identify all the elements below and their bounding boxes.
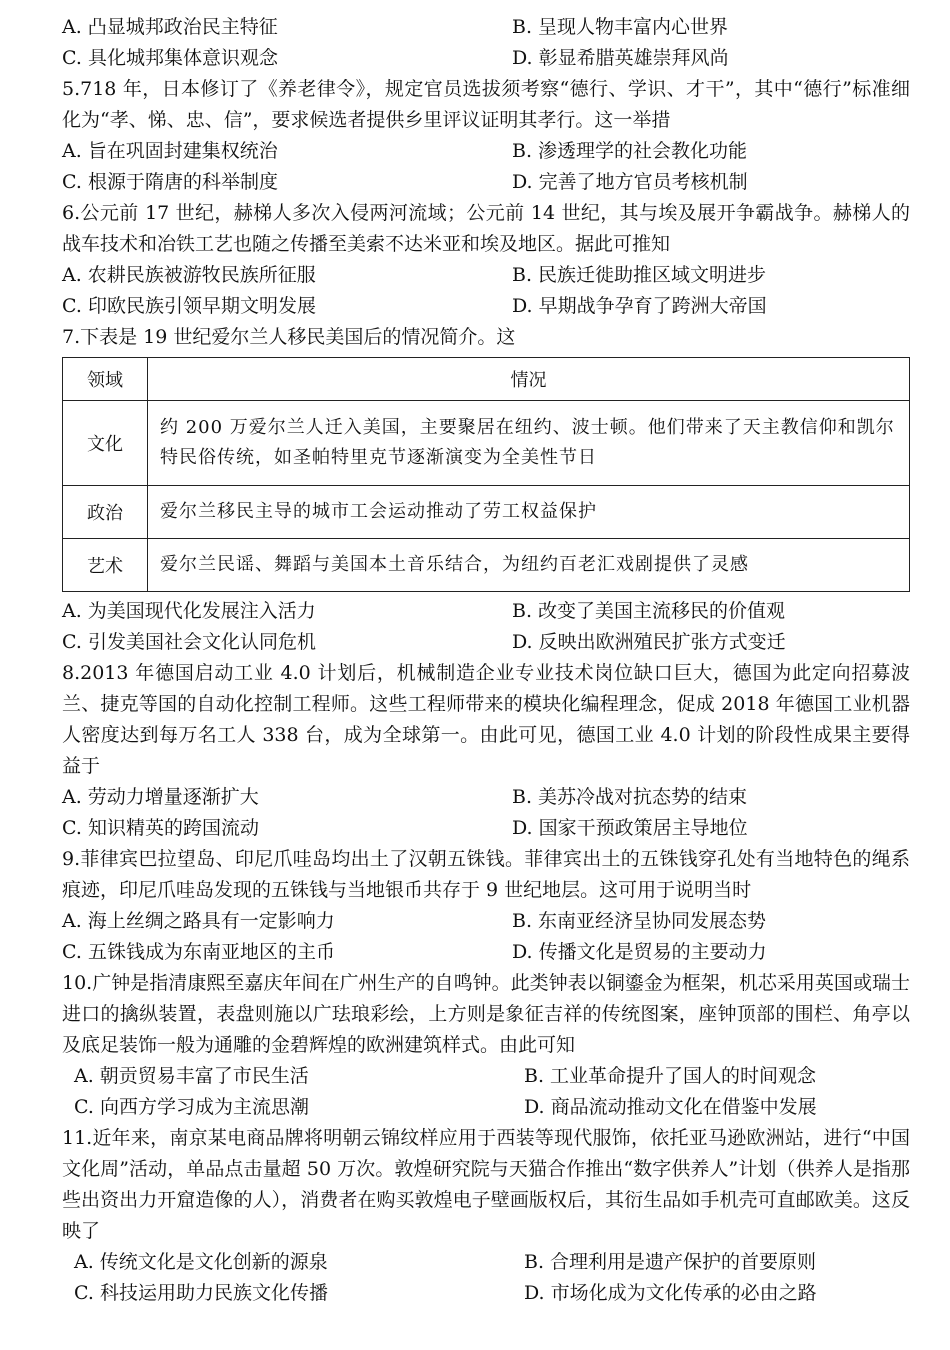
question-stem: 5.718 年，日本修订了《养老律令》，规定官员选拔须考察“德行、学识、才干”，其中“德行”标准细化为“孝、悌、忠、信”，要求候选者提供乡里评议证明其孝行。这一举措: [62, 78, 910, 131]
option-c[interactable]: C. 根源于隋唐的科举制度: [62, 171, 278, 193]
option-b[interactable]: B. 改变了美国主流移民的价值观: [512, 600, 786, 622]
option-a[interactable]: A. 凸显城邦政治民主特征: [62, 16, 278, 38]
option-c[interactable]: C. 五铢钱成为东南亚地区的主币: [62, 941, 335, 963]
question-4-options: [62, 12, 910, 74]
question-10: [62, 968, 910, 1123]
option-c[interactable]: C. 印欧民族引领早期文明发展: [62, 295, 316, 317]
option-d[interactable]: D. 早期战争孕育了跨洲大帝国: [512, 295, 767, 317]
option-a[interactable]: A. 农耕民族被游牧民族所征服: [62, 264, 316, 286]
table-row: [63, 401, 910, 486]
question-stem: 8.2013 年德国启动工业 4.0 计划后，机械制造企业专业技术岗位缺口巨大，德国为此定向招募波兰、捷克等国的自动化控制工程师。这些工程师带来的模块化编程理念，促成 2018 年德国工业机器人密度达到每万名工人 338 台，成为全球第一。由此可见，德国工业 4.0 计划的阶段性成果主要得益于: [62, 662, 910, 777]
option-d[interactable]: D. 国家干预政策居主导地位: [512, 817, 748, 839]
table-row: [63, 539, 910, 592]
option-b[interactable]: B. 美苏冷战对抗态势的结束: [512, 786, 748, 808]
option-c[interactable]: C. 具化城邦集体意识观念: [62, 47, 278, 69]
table-cell-desc: 爱尔兰移民主导的城市工会运动推动了劳工权益保护: [148, 486, 910, 539]
question-stem: 6.公元前 17 世纪，赫梯人多次入侵两河流域；公元前 14 世纪，其与埃及展开争霸战争。赫梯人的战车技术和冶铁工艺也随之传播至美索不达米亚和埃及地区。据此可推知: [62, 202, 910, 255]
option-c[interactable]: C. 向西方学习成为主流思潮: [74, 1096, 309, 1118]
question-6: [62, 198, 910, 322]
table-cell-field: 艺术: [63, 539, 148, 592]
option-a[interactable]: A. 为美国现代化发展注入活力: [62, 600, 316, 622]
option-c[interactable]: C. 科技运用助力民族文化传播: [74, 1282, 328, 1304]
question-5: [62, 74, 910, 198]
option-d[interactable]: D. 彰显希腊英雄崇拜风尚: [512, 47, 729, 69]
table-header-field: 领域: [63, 358, 148, 401]
table-header-row: [63, 358, 910, 401]
option-c[interactable]: C. 引发美国社会文化认同危机: [62, 631, 316, 653]
option-b[interactable]: B. 东南亚经济呈协同发展态势: [512, 910, 767, 932]
option-a[interactable]: A. 劳动力增量逐渐扩大: [62, 786, 259, 808]
question-8: [62, 658, 910, 844]
table-cell-desc: 爱尔兰民谣、舞蹈与美国本土音乐结合，为纽约百老汇戏剧提供了灵感: [148, 539, 910, 592]
option-a[interactable]: A. 朝贡贸易丰富了市民生活: [74, 1065, 309, 1087]
option-b[interactable]: B. 合理利用是遗产保护的首要原则: [524, 1251, 817, 1273]
question-stem: 10.广钟是指清康熙至嘉庆年间在广州生产的自鸣钟。此类钟表以铜鎏金为框架，机芯采用英国或瑞士进口的擒纵装置，表盘则施以广珐琅彩绘，上方则是象征吉祥的传统图案，座钟顶部的围栏、角亭以及底足装饰一般为通雕的金碧辉煌的欧洲建筑样式。由此可知: [62, 972, 910, 1056]
table-row: [63, 486, 910, 539]
option-d[interactable]: D. 商品流动推动文化在借鉴中发展: [524, 1096, 817, 1118]
table-header-desc: 情况: [148, 358, 910, 401]
table-cell-field: 文化: [63, 401, 148, 486]
question-9: [62, 844, 910, 968]
option-b[interactable]: B. 渗透理学的社会教化功能: [512, 140, 748, 162]
question-stem: 11.近年来，南京某电商品牌将明朝云锦纹样应用于西装等现代服饰，依托亚马逊欧洲站，进行“中国文化周”活动，单品点击量超 50 万次。敦煌研究院与天猫合作推出“数字供养人”计划（供养人是指那些出资出力开窟造像的人），消费者在购买敦煌电子壁画版权后，其衍生品如手机壳可直邮欧美。这反映了: [62, 1127, 910, 1242]
option-a[interactable]: A. 旨在巩固封建集权统治: [62, 140, 278, 162]
question-stem: 7.下表是 19 世纪爱尔兰人移民美国后的情况简介。这: [62, 326, 516, 348]
option-d[interactable]: D. 传播文化是贸易的主要动力: [512, 941, 767, 963]
question-7: [62, 322, 910, 658]
option-b[interactable]: B. 民族迁徙助推区域文明进步: [512, 264, 767, 286]
option-b[interactable]: B. 工业革命提升了国人的时间观念: [524, 1065, 817, 1087]
question-stem: 9.菲律宾巴拉望岛、印尼爪哇岛均出土了汉朝五铢钱。菲律宾出土的五铢钱穿孔处有当地特色的绳系痕迹，印尼爪哇岛发现的五铢钱与当地银币共存于 9 世纪地层。这可用于说明当时: [62, 848, 910, 901]
option-c[interactable]: C. 知识精英的跨国流动: [62, 817, 259, 839]
option-a[interactable]: A. 海上丝绸之路具有一定影响力: [62, 910, 335, 932]
question-11: [62, 1123, 910, 1309]
option-b[interactable]: B. 呈现人物丰富内心世界: [512, 16, 729, 38]
option-a[interactable]: A. 传统文化是文化创新的源泉: [74, 1251, 328, 1273]
option-d[interactable]: D. 完善了地方官员考核机制: [512, 171, 748, 193]
table-cell-desc: 约 200 万爱尔兰人迁入美国，主要聚居在纽约、波士顿。他们带来了天主教信仰和凯尔特民俗传统，如圣帕特里克节逐渐演变为全美性节日: [148, 401, 910, 486]
immigration-table: [62, 357, 910, 592]
table-cell-field: 政治: [63, 486, 148, 539]
option-d[interactable]: D. 市场化成为文化传承的必由之路: [524, 1282, 817, 1304]
option-d[interactable]: D. 反映出欧洲殖民扩张方式变迁: [512, 631, 786, 653]
